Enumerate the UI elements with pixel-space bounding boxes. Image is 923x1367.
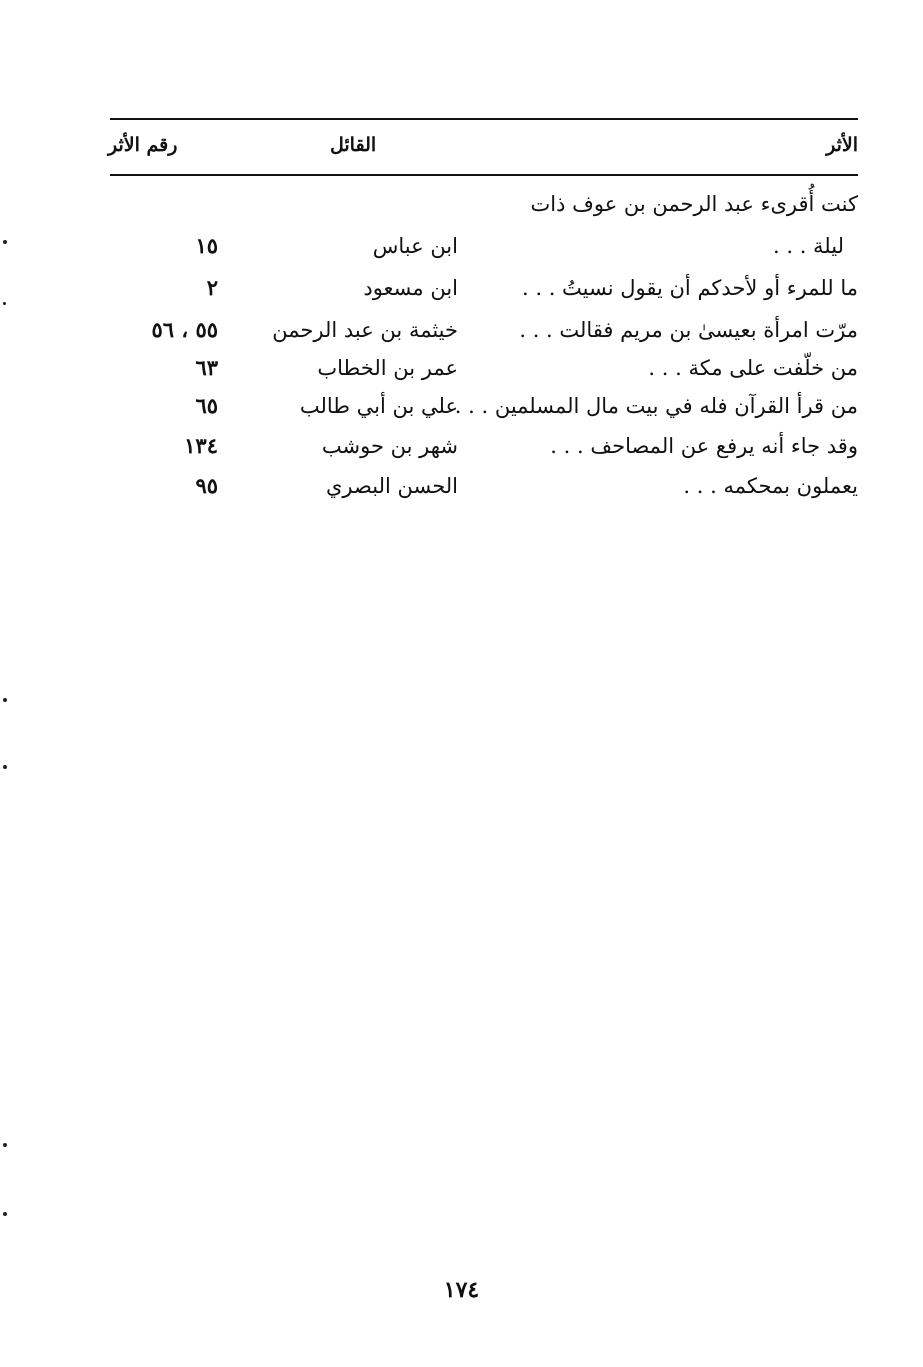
athar-text: مرّت امرأة بعيسىٰ بن مريم فقالت . . . bbox=[519, 318, 858, 342]
qail-text: خيثمة بن عبد الرحمن bbox=[272, 318, 458, 342]
table-row bbox=[110, 468, 858, 504]
athar-text: كنت أُقرىء عبد الرحمن بن عوف ذات bbox=[530, 192, 858, 216]
qail-text: عمر بن الخطاب bbox=[317, 356, 458, 380]
athar-text: من خلّفت على مكة . . . bbox=[648, 356, 858, 380]
athar-number: ١٥ bbox=[195, 233, 218, 258]
qail-text: ابن عباس bbox=[372, 234, 458, 258]
athar-number: ١٣٤ bbox=[184, 433, 218, 458]
athar-number: ٦٣ bbox=[195, 355, 218, 380]
table-row bbox=[110, 186, 858, 222]
scan-speck bbox=[3, 302, 6, 305]
athar-text: من قرأ القرآن فله في بيت مال المسلمين . . . bbox=[454, 394, 858, 418]
table-row bbox=[110, 428, 858, 464]
qail-text: علي بن أبي طالب bbox=[299, 394, 458, 418]
scan-speck bbox=[3, 765, 7, 769]
athar-text: يعملون بمحكمه . . . bbox=[683, 474, 858, 498]
scan-speck bbox=[3, 1143, 7, 1147]
table-row bbox=[110, 228, 858, 264]
scan-speck bbox=[3, 240, 7, 244]
table-header-rule bbox=[110, 174, 858, 176]
page-number: ١٧٤ bbox=[443, 1277, 480, 1303]
athar-number: ٥٥ ، ٥٦ bbox=[151, 317, 218, 342]
athar-text: ما للمرء أو لأحدكم أن يقول نسيتُ . . . bbox=[522, 276, 858, 300]
athar-text: وقد جاء أنه يرفع عن المصاحف . . . bbox=[550, 434, 858, 458]
qail-text: الحسن البصري bbox=[326, 474, 458, 498]
athar-number: ٢ bbox=[206, 275, 218, 300]
table-row bbox=[110, 312, 858, 348]
athar-number: ٦٥ bbox=[195, 393, 218, 418]
qail-text: ابن مسعود bbox=[363, 276, 458, 300]
athar-number: ٩٥ bbox=[195, 473, 218, 498]
scan-speck bbox=[3, 698, 7, 702]
table-top-rule bbox=[110, 118, 858, 120]
header-number: رقم الأثر bbox=[108, 134, 178, 156]
header-athar: الأثر bbox=[826, 134, 858, 156]
qail-text: شهر بن حوشب bbox=[321, 434, 458, 458]
table-row bbox=[110, 388, 858, 424]
scan-speck bbox=[3, 1212, 7, 1216]
athar-text: ليلة . . . bbox=[773, 234, 844, 258]
header-qail: القائل bbox=[330, 134, 377, 156]
table-row bbox=[110, 270, 858, 306]
table-row bbox=[110, 350, 858, 386]
